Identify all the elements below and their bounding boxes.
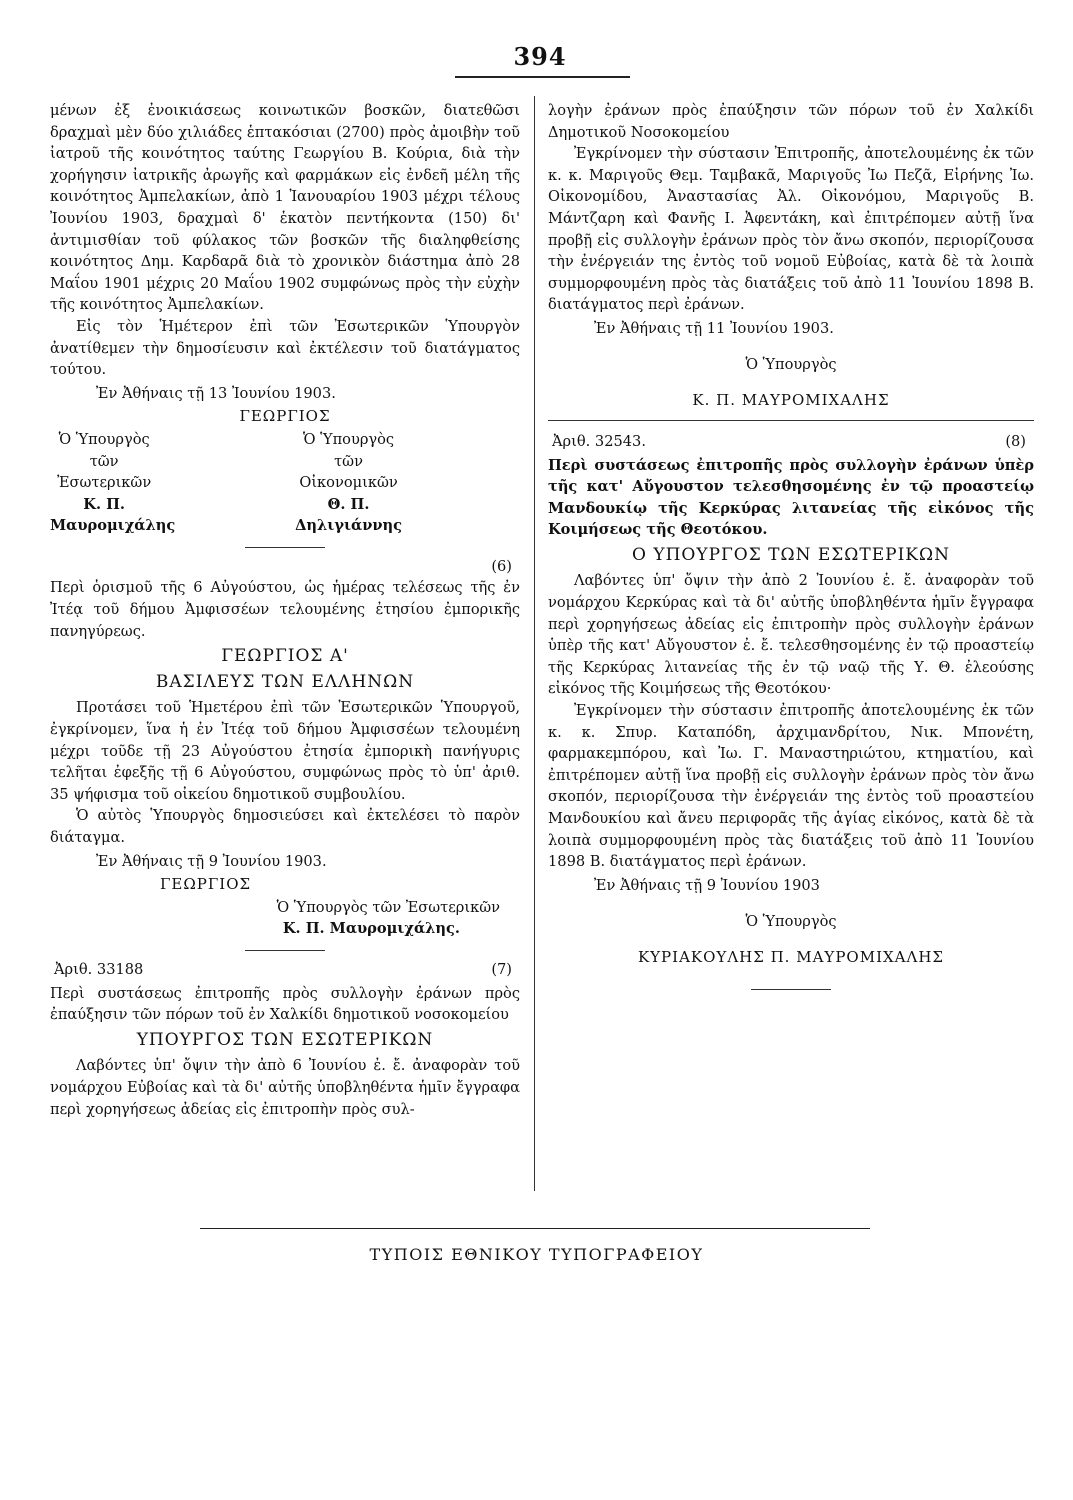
minister-signatures [50, 429, 520, 537]
section-8-body-1: Λαβόντες ὑπ' ὄψιν τὴν ἀπὸ 2 Ἰουνίου ἐ. ἔ. ἀναφορὰν τοῦ νομάρχου Κερκύρας καὶ τὰ δι' αὐτῆς ὑποβληθέντα ἡμῖν ἔγγραφα περὶ χορηγήσεως ἀδείας εἰς ἐπιτροπὴν πρὸς συλλογὴν ἐράνων ὑπὲρ τῆς κατ' Αὔγουστον ἐ. ἔ. τελεσθησομένης ἐν τῷ προαστείῳ τῆς Κερκύρας λιτανείας τῆς ἐν τῷ ναῷ τῆς Υ. Θ. ἐλεούσης εἰκόνος τῆς Κοιμήσεως τῆς Θεοτόκου· [548, 572, 1034, 698]
minister-name: Κ. Π. Μαυρομιχάλης [50, 495, 176, 535]
section-6-date: Ἐν Ἀθήναις τῇ 9 Ἰουνίου 1903. [96, 852, 327, 870]
section-7-arith: Ἀριθ. 33188 [54, 960, 144, 978]
section-6-minister-title: Ὁ Ὑπουργὸς τῶν Ἐσωτερικῶν [276, 898, 500, 916]
section-rule [245, 547, 325, 548]
minister-title: Ὁ Ὑπουργὸς [302, 430, 395, 448]
footer-rule [200, 1228, 870, 1229]
section-7-body: Λαβόντες ὑπ' ὄψιν τὴν ἀπὸ 6 Ἰουνίου ἐ. ἔ. ἀναφορὰν τοῦ νομάρχου Εὐβοίας καὶ τὰ δι' αὐτῆς ὑποβληθέντα ἡμῖν ἔγγραφα περὶ χορηγήσεως ἀδείας εἰς ἐπιτροπὴν πρὸς συλ- [50, 1057, 520, 1118]
section-rule [245, 950, 325, 951]
section-8-title: Περὶ συστάσεως ἐπιτροπῆς πρὸς συλλογὴν ἐράνων ὑπὲρ τῆς κατ' Αὔγουστον τελεσθησομένης ἐν τῷ προαστείῳ Μανδουκίῳ τῆς Κερκύρας λιτανείας τῆς εἰκόνος τῆς Κοιμήσεως τῆς Θεοτόκου. [548, 456, 1034, 539]
section-6-execution: Ὁ αὐτὸς Ὑπουργὸς δημοσιεύσει καὶ ἐκτελέσει τὸ παρὸν διάταγμα. [50, 807, 520, 846]
section-7-minister-title: Ὁ Ὑπουργὸς [745, 356, 837, 374]
section-7-title: Περὶ συστάσεως ἐπιτροπῆς πρὸς συλλογὴν ἐράνων πρὸς ἐπαύξησιν τῶν πόρων τοῦ ἐν Χαλκίδι δημοτικοῦ νοσοκομείου [50, 984, 520, 1024]
section-6-king-signature: ΓΕΩΡΓΙΟΣ [160, 875, 252, 894]
right-column [548, 100, 1034, 998]
section-8-body-2: Ἐγκρίνομεν τὴν σύστασιν ἐπιτροπῆς ἀποτελουμένης ἐκ τῶν κ. κ. Σπυρ. Καταπόδη, ἀρχιμανδρίτου, Νικ. Μπονέτη, φαρμακεμπόρου, καὶ Ἰω. Γ. Μαναστηριώτου, κτηματίου, καὶ ἐπιτρέπομεν αὐτῇ ἵνα προβῇ εἰς συλλογὴν ἐράνων πρὸς τὸν ἄνω σκοπόν, περιορίζουσα τὴν ἐνέργειάν της ἐντὸς τοῦ προαστείου Μανδουκίου καὶ ἄνευ περιφορᾶς τῆς ἁγίας εἰκόνος, κατὰ δὲ τὰ λοιπὰ συμμορφουμένη πρὸς τὰς διατάξεις τοῦ ἀπὸ 11 Ἰουνίου 1898 Β. διατάγματος περὶ ἐράνων. [548, 702, 1034, 871]
continued-decree-text: μένων ἐξ ἐνοικιάσεως κοινωτικῶν βοσκῶν, διατεθῶσι δραχμαὶ μὲν δύο χιλιάδες ἑπτακόσιαι (2700) πρὸς ἀμοιβὴν τοῦ ἰατροῦ τῆς κοινότητος ταύτης Γεωργίου Β. Κούρια, διὰ τὴν χορήγησιν ἰατρικῆς ἀρωγῆς καὶ φαρμάκων εἰς ἐνδεῆ μέλη τῆς κοινότητος Ἀμπελακίων, ἀπὸ 1 Ἰανουαρίου 1903 μέχρι τέλους Ἰουνίου 1903, δραχμαὶ δ' ἑκατὸν πεντήκοντα (150) δι' ἀντιμισθίαν τοῦ φύλακος τῶν βοσκῶν τῆς διαληφθείσης κοινότητος Δημ. Καρδαρᾶ διὰ τὸ χρονικὸν διάστημα ἀπὸ 28 Μαΐου 1901 μέχρις 20 Μαΐου 1902 συμφώνως πρὸς τὴν εὐχὴν τῆς κοινότητος Ἀμπελακίων. [50, 102, 520, 314]
king-signature: ΓΕΩΡΓΙΟΣ [239, 407, 331, 426]
section-8-header [548, 431, 1034, 453]
section-rule [548, 420, 1034, 421]
section-6-minister-name: Κ. Π. Μαυρομιχάλης. [282, 920, 460, 938]
section-6-royal-title: ΒΑΣΙΛΕΥΣ ΤΩΝ ΕΛΛΗΝΩΝ [155, 671, 415, 692]
section-6-title: Περὶ ὁρισμοῦ τῆς 6 Αὐγούστου, ὡς ἡμέρας τελέσεως τῆς ἐν Ἰτέᾳ τοῦ δήμου Ἀμφισσέων τελουμένης ἐτησίου ἐμπορικῆς πανηγύρεως. [50, 579, 520, 640]
section-8-arith: Ἀριθ. 32543. [552, 432, 646, 450]
minister-interior [50, 429, 276, 537]
column-divider [534, 96, 535, 1191]
left-column [50, 100, 520, 1120]
decree-date: Ἐν Ἀθήναις τῇ 13 Ἰουνίου 1903. [96, 384, 336, 402]
minister-dept: τῶν Ἐσωτερικῶν [57, 452, 152, 492]
section-7-continued: λογὴν ἐράνων πρὸς ἐπαύξησιν τῶν πόρων τοῦ ἐν Χαλκίδι Δημοτικοῦ Νοσοκομείου [548, 102, 1034, 141]
minister-finance [294, 429, 520, 537]
page-number: 394 [513, 42, 567, 71]
section-6-number: (6) [491, 557, 512, 575]
minister-dept: τῶν Οἰκονομικῶν [299, 452, 398, 492]
section-7-minister-name: Κ. Π. ΜΑΥΡΟΜΙΧΑΛΗΣ [692, 391, 890, 410]
section-8-date: Ἐν Ἀθήναις τῇ 9 Ἰουνίου 1903 [594, 876, 820, 894]
section-8-heading: Ο ΥΠΟΥΡΓΟΣ ΤΩΝ ΕΣΩΤΕΡΙΚΩΝ [632, 544, 950, 565]
execution-clause: Εἰς τὸν Ἡμέτερον ἐπὶ τῶν Ἐσωτερικῶν Ὑπουργὸν ἀνατίθεμεν τὴν δημοσίευσιν καὶ ἐκτέλεσιν τοῦ διατάγματος τούτου. [50, 317, 520, 379]
section-7-approval: Ἐγκρίνομεν τὴν σύστασιν Ἐπιτροπῆς, ἀποτελουμένης ἐκ τῶν κ. κ. Μαριγοῦς Θεμ. Ταμβακᾶ, Μαριγοῦς Ἰω Πεζᾶ, Εἰρήνης Ἰω. Οἰκονομίδου, Ἀναστασίας Ἀλ. Οἰκονόμου, Μαριγοῦς Β. Μάντζαρη καὶ Φανῆς Ι. Ἀφεντάκη, καὶ ἐπιτρέπομεν αὐτῇ ἵνα προβῇ εἰς συλλογὴν ἐράνων πρὸς τὸν ἄνω σκοπόν, περιορίζουσα τὴν ἐνέργειάν της ἐντὸς τοῦ νομοῦ Εὐβοίας, κατὰ δὲ τὰ λοιπὰ συμμορφουμένη πρὸς τὰς διατάξεις τοῦ ἀπὸ 11 Ἰουνίου 1898 Β. διατάγματος περὶ ἐράνων. [548, 145, 1034, 314]
header-rule [455, 76, 630, 78]
section-7-number: (7) [491, 960, 512, 978]
section-6-body: Προτάσει τοῦ Ἡμετέρου ἐπὶ τῶν Ἐσωτερικῶν Ὑπουργοῦ, ἐγκρίνομεν, ἵνα ἡ ἐν Ἰτέᾳ τοῦ δήμου Ἀμφισσέων τελουμένη μέχρι τοῦδε τῇ 23 Αὐγούστου ἐτησία ἐμπορικὴ πανήγυρις τελῆται ἐφεξῆς τῇ 6 Αὐγούστου, συμφώνως πρὸς τὸ ὑπ' ἀριθ. 35 ψήφισμα τοῦ οἰκείου δημοτικοῦ συμβουλίου. [50, 699, 520, 803]
section-8-minister-name: ΚΥΡΙΑΚΟΥΛΗΣ Π. ΜΑΥΡΟΜΙΧΑΛΗΣ [637, 948, 945, 967]
section-7-heading: ΥΠΟΥΡΓΟΣ ΤΩΝ ΕΣΩΤΕΡΙΚΩΝ [136, 1029, 434, 1050]
section-rule [751, 989, 831, 990]
section-7-date: Ἐν Ἀθήναις τῇ 11 Ἰουνίου 1903. [594, 319, 834, 337]
minister-title: Ὁ Ὑπουργὸς [58, 430, 150, 448]
section-8-minister-title: Ὁ Ὑπουργὸς [745, 912, 837, 930]
section-6-king: ΓΕΩΡΓΙΟΣ Α' [221, 646, 349, 667]
printer-footer: ΤΥΠΟΙΣ ΕΘΝΙΚΟΥ ΤΥΠΟΓΡΑΦΕΙΟΥ [369, 1245, 704, 1264]
section-8-number: (8) [1005, 432, 1026, 450]
minister-name: Θ. Π. Δηλιγιάννης [295, 495, 402, 535]
section-7-header [50, 959, 520, 981]
